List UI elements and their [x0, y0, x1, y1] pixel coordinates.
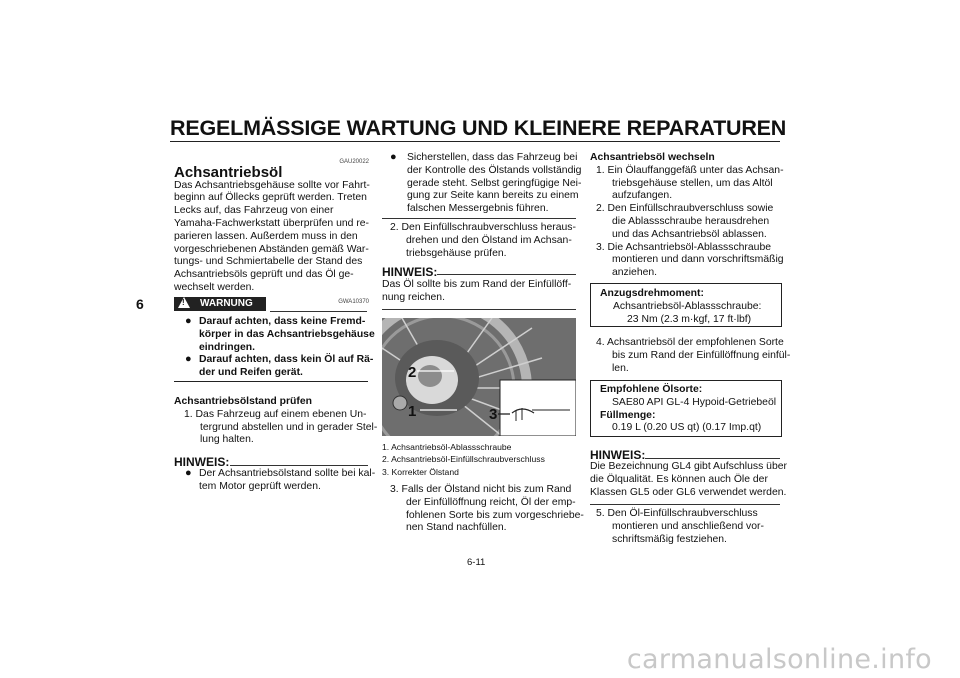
- title-rule: [170, 141, 780, 142]
- note-text: Das Öl sollte bis zum Rand der Einfüllöff- nung reichen.: [382, 279, 572, 303]
- check-section: [174, 396, 378, 447]
- step-1: 1. Das Fahrzeug auf einem ebenen Un- tergrund abstellen und in gerader Stel- lung halten.: [184, 408, 378, 446]
- note-label: HINWEIS:: [590, 448, 646, 462]
- step-3-change: 3. Die Achsantriebsöl-Ablassschraube montieren und dann vorschriftsmäßig anziehen.: [596, 241, 784, 279]
- note-text: Die Bezeichnung GL4 gibt Aufschluss über die Ölqualität. Es können auch Öle der Klassen GL5 oder GL6 verwendet werden.: [590, 461, 787, 498]
- bullet-icon: ●: [185, 467, 192, 479]
- section-code: GAU20022: [339, 159, 369, 165]
- axle-photo: [382, 318, 576, 436]
- step-4: 4. Achsantriebsöl der empfohlenen Sorte bis zum Rand der Einfüllöffnung einfül- len.: [596, 337, 791, 374]
- watermark: carmanualsonline.info: [626, 644, 932, 675]
- photo-captions: 1. Achsantriebsöl-Ablassschraube 2. Achsantriebsöl-Einfüllschraubverschluss 3. Korrekter Ölstand: [382, 442, 545, 477]
- note-label: HINWEIS:: [382, 265, 438, 279]
- intro-paragraph: Das Achsantriebsgehäuse sollte vor Fahrt- beginn auf Öllecks geprüft werden. Treten Lecks auf, das Fahrzeug von einer Yamaha-Fachwerkstatt überprüfen und re- parieren lassen. Außerdem muss in den vorgeschriebenen Abständen gemäß War- tungs- und Schmiertabelle der Stand des Achsantriebsöls geprüft und das Öl ge- wechselt werden.: [174, 179, 370, 293]
- chapter-tab: [126, 282, 158, 354]
- note-label: HINWEIS:: [174, 455, 230, 469]
- page-title: REGELMÄSSIGE WARTUNG UND KLEINERE REPARATUREN: [170, 116, 787, 140]
- warning-items: ● Darauf achten, dass keine Fremd- körper in das Achsantriebsgehäuse eindringen. ● Darauf achten, dass kein Öl auf Rä- der und Reifen gerät.: [185, 315, 375, 379]
- change-heading: Achsantriebsöl wechseln: [590, 152, 715, 163]
- bullet-icon: ●: [390, 151, 397, 163]
- section-heading: Achsantriebsöl: [174, 163, 283, 181]
- note-item: ● Der Achsantriebsölstand sollte bei kal- tem Motor geprüft werden.: [185, 467, 376, 492]
- torque-box: Anzugsdrehmoment: Achsantriebsöl-Ablassschraube: 23 Nm (2.3 m·kgf, 17 ft·lbf): [590, 283, 782, 327]
- photo-label-2: 2: [408, 364, 417, 381]
- bullet-icon: ●: [185, 353, 192, 365]
- bullet-icon: ●: [185, 315, 192, 327]
- step-2: 2. Den Einfüllschraubverschluss heraus- drehen und den Ölstand im Achsan- triebsgehäuse prüfen.: [390, 222, 576, 259]
- right-column: [590, 152, 785, 280]
- photo-label-1: 1: [408, 403, 417, 420]
- left-column: [174, 156, 369, 309]
- sub-heading: Achsantriebsölstand prüfen: [174, 396, 312, 407]
- photo-label-3: 3: [489, 406, 498, 423]
- warning-label: ! WARNUNG: [174, 297, 266, 311]
- step-5: 5. Den Öl-Einfüllschraubverschluss montieren und anschließend vor- schriftsmäßig festziehen.: [596, 508, 764, 545]
- step-1-change: 1. Ein Ölauffanggefäß unter das Achsan- triebsgehäuse stellen, um das Altöl aufzufangen.: [596, 164, 784, 202]
- warning-code: GWA10370: [338, 298, 369, 305]
- oil-spec-box: Empfohlene Ölsorte: SAE80 API GL-4 Hypoid-Getriebeöl Füllmenge: 0.19 L (0.20 US qt) (0.17 Imp.qt): [590, 380, 782, 437]
- chapter-number: 6: [136, 296, 144, 312]
- middle-bullet: ● Sicherstellen, dass das Fahrzeug bei der Kontrolle des Ölstands vollständig gerade steht. Selbst geringfügige Nei- gung zur Seite kann bereits zu einem falschen Messergebnis führen.: [390, 151, 582, 215]
- step-3: 3. Falls der Ölstand nicht bis zum Rand der Einfüllöffnung reicht, Öl der emp- fohlenen Sorte bis zum vorgeschriebe- nen Stand nachfüllen.: [390, 484, 584, 534]
- page-number: 6-11: [467, 557, 486, 568]
- step-2-change: 2. Den Einfüllschraubverschluss sowie die Ablassschraube herausdrehen und das Achsantriebsöl ablassen.: [596, 203, 774, 240]
